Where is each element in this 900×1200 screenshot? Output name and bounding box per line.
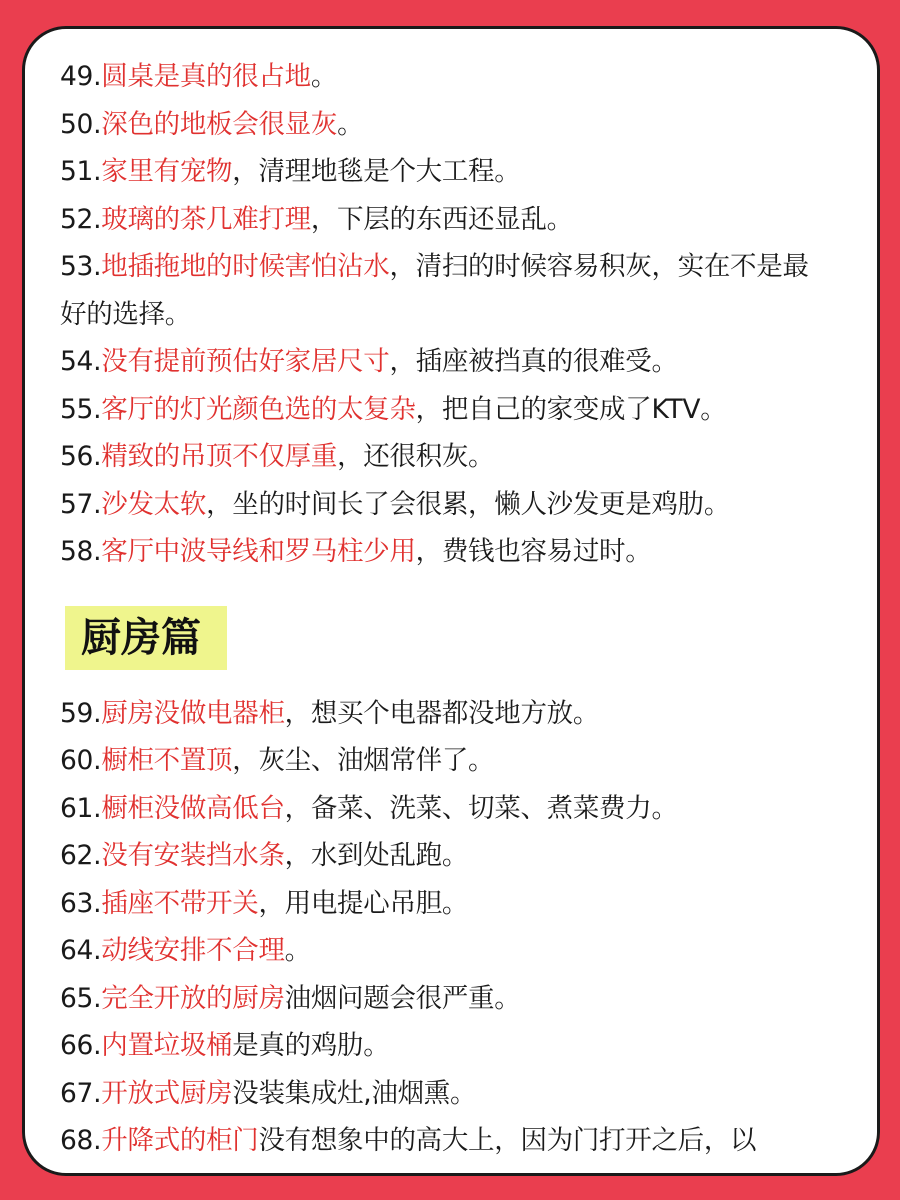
item-highlight: 动线安排不合理 [101, 935, 285, 966]
item-number: 54. [60, 346, 102, 377]
item-text: ，插座被挡真的很难受。 [389, 346, 678, 377]
list-item [60, 481, 825, 529]
item-highlight: 厨房没做电器柜 [101, 697, 285, 729]
list-item [60, 148, 825, 196]
item-highlight: 圆桌是真的很占地 [101, 61, 311, 92]
item-text: ，清扫的时候容易积灰，实在不是最好的选择。 [60, 251, 809, 330]
item-highlight: 客厅的灯光颜色选的太复杂 [101, 393, 416, 425]
item-highlight: 地插拖地的时候害怕沾水 [101, 251, 390, 282]
list-item [60, 386, 825, 434]
item-highlight: 客厅中波导线和罗马柱少用 [101, 536, 416, 567]
item-text: ，水到处乱跑。 [284, 840, 469, 871]
item-number: 60. [60, 745, 102, 776]
item-text: 。 [310, 61, 338, 92]
list-item [60, 53, 825, 101]
item-number: 62. [60, 840, 102, 871]
list-item [60, 1117, 825, 1165]
item-number: 61. [60, 792, 102, 824]
item-text: ，灰尘、油烟常伴了。 [232, 745, 495, 776]
item-text: 没装集成灶,油烟熏。 [232, 1077, 477, 1109]
item-number: 66. [60, 1030, 102, 1061]
list-item [60, 433, 825, 481]
item-number: 49. [60, 61, 102, 92]
section-heading-kitchen: 厨房篇 [65, 606, 227, 670]
item-text: ，备菜、洗菜、切菜、煮菜费力。 [284, 792, 678, 824]
item-highlight: 完全开放的厨房 [101, 982, 285, 1014]
kitchen-list [60, 690, 825, 1165]
living-room-list [60, 53, 825, 576]
item-text: ，还很积灰。 [337, 441, 495, 472]
item-highlight: 升降式的柜门 [101, 1125, 259, 1156]
item-highlight: 精致的吊顶不仅厚重 [101, 441, 338, 472]
item-highlight: 沙发太软 [101, 488, 207, 520]
list-item [60, 1022, 825, 1070]
item-text: ，清理地毯是个大工程。 [232, 156, 521, 187]
item-highlight: 内置垃圾桶 [101, 1030, 233, 1061]
item-number: 56. [60, 441, 102, 472]
item-number: 53. [60, 251, 102, 282]
list-item [60, 927, 825, 975]
item-number: 65. [60, 982, 102, 1014]
list-item [60, 1070, 825, 1118]
item-highlight: 没有提前预估好家居尺寸 [101, 346, 390, 377]
list-item [60, 737, 825, 785]
tips-content [60, 53, 825, 1165]
item-highlight: 橱柜没做高低台 [101, 792, 285, 824]
item-highlight: 家里有宠物 [101, 156, 233, 187]
item-highlight: 开放式厨房 [101, 1077, 233, 1109]
content-card [22, 26, 880, 1176]
item-number: 50. [60, 108, 102, 140]
list-item [60, 785, 825, 833]
item-number: 51. [60, 156, 102, 187]
item-highlight: 没有安装挡水条 [101, 840, 285, 871]
item-text: 是真的鸡肋。 [232, 1030, 390, 1061]
item-number: 68. [60, 1125, 102, 1156]
item-number: 57. [60, 488, 102, 520]
item-number: 64. [60, 935, 102, 966]
item-number: 67. [60, 1077, 102, 1109]
item-text: ，把自己的家变成了KTV。 [415, 393, 727, 425]
item-text: ，费钱也容易过时。 [415, 536, 652, 567]
item-number: 59. [60, 697, 102, 729]
item-number: 52. [60, 203, 102, 235]
item-highlight: 深色的地板会很显灰 [101, 108, 338, 140]
list-item [60, 196, 825, 244]
item-text: 油烟问题会很严重。 [284, 982, 521, 1014]
item-text: ，坐的时间长了会很累，懒人沙发更是鸡肋。 [206, 488, 731, 520]
item-text: ，用电提心吊胆。 [258, 887, 469, 919]
item-text: ，下层的东西还显乱。 [310, 203, 573, 235]
item-text: 。 [284, 935, 311, 966]
item-text: 没有想象中的高大上，因为门打开之后，以 [258, 1125, 757, 1156]
item-highlight: 橱柜不置顶 [101, 745, 233, 776]
item-text: ，想买个电器都没地方放。 [284, 697, 600, 729]
list-item [60, 975, 825, 1023]
list-item [60, 528, 825, 576]
item-text: 。 [337, 108, 364, 140]
list-item [60, 243, 825, 338]
item-highlight: 插座不带开关 [101, 887, 259, 919]
list-item [60, 101, 825, 149]
list-item [60, 832, 825, 880]
list-item [60, 690, 825, 738]
item-highlight: 玻璃的茶几难打理 [101, 203, 311, 235]
item-number: 58. [60, 536, 102, 567]
list-item [60, 880, 825, 928]
list-item [60, 338, 825, 386]
item-number: 63. [60, 887, 102, 919]
item-number: 55. [60, 393, 102, 425]
